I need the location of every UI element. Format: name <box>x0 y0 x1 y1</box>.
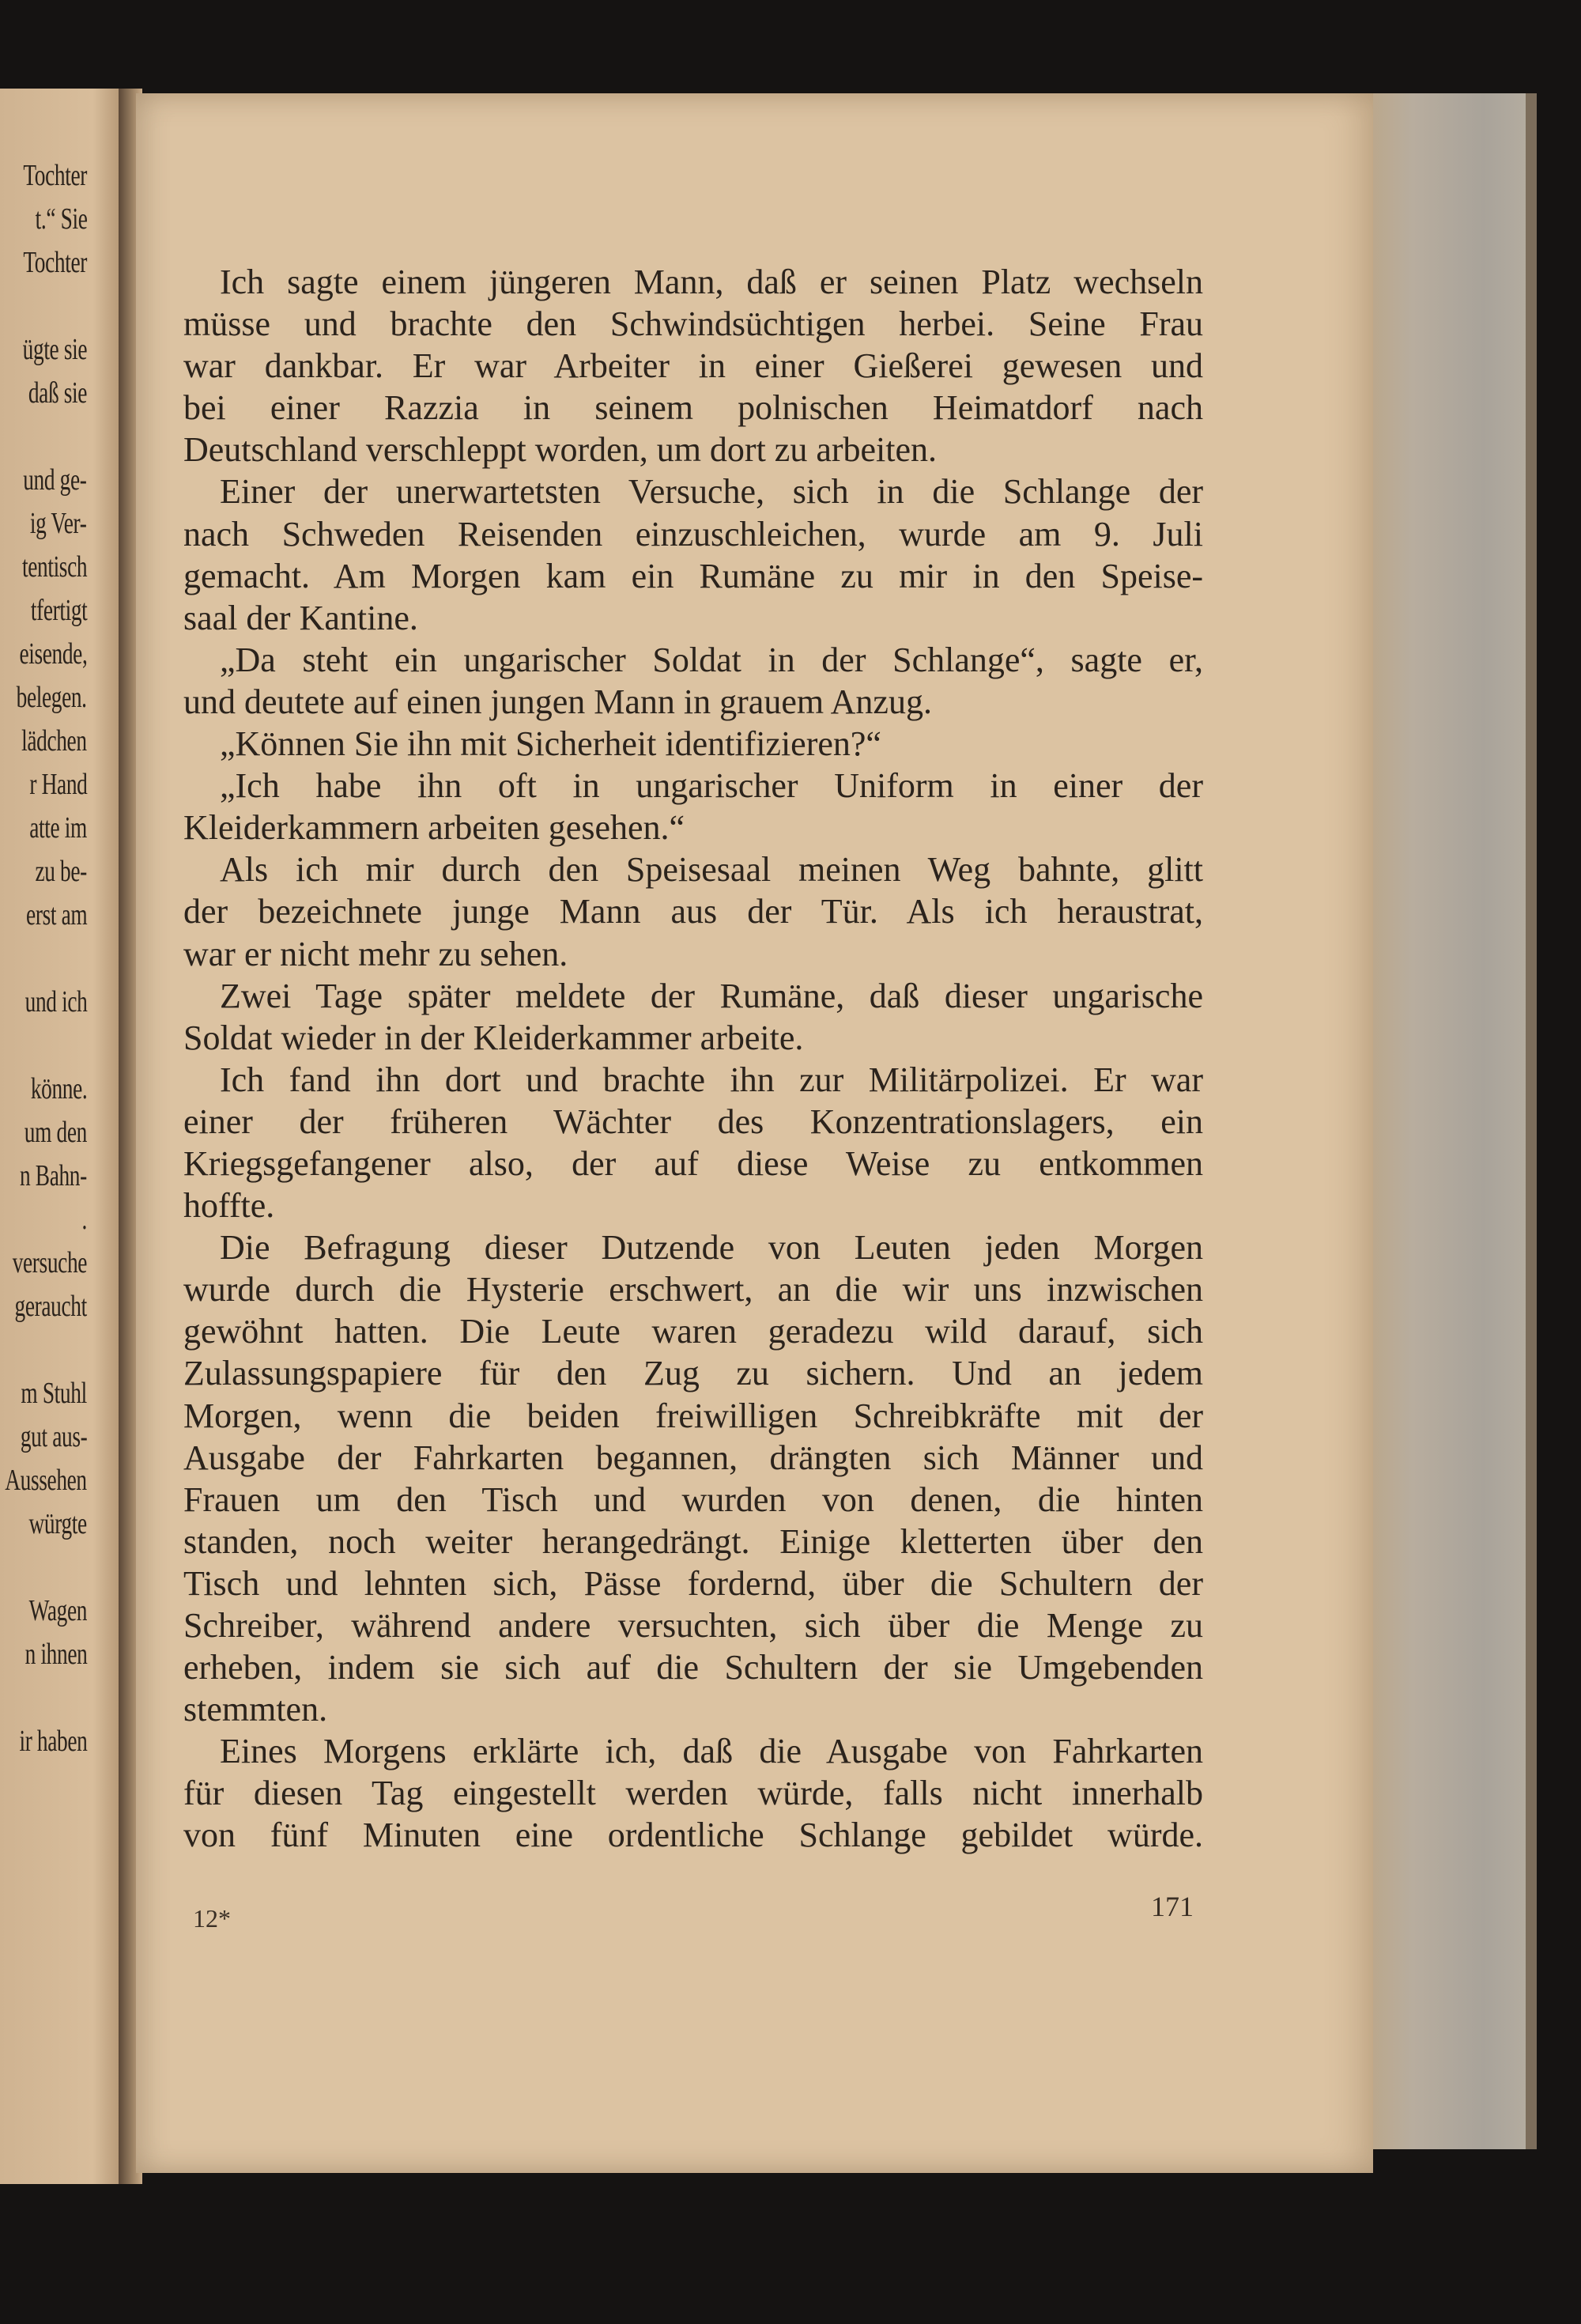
left-page-line: um den <box>24 1116 87 1149</box>
text-line: Zulassungspapiere für den Zug zu sichern. Und an jedem <box>183 1354 1203 1393</box>
left-page-line: geraucht <box>14 1290 87 1323</box>
left-page-line: tentisch <box>21 550 87 584</box>
left-facing-page <box>0 89 133 2184</box>
text-line: hoffte. <box>183 1186 275 1226</box>
left-page-line: belegen. <box>16 681 87 714</box>
text-line: stemmten. <box>183 1690 328 1729</box>
text-line: Die Befragung dieser Dutzende von Leuten jeden Morgen <box>220 1228 1203 1268</box>
left-page-line: r Hand <box>28 768 87 801</box>
left-page-line: tfertigt <box>30 594 87 627</box>
text-line: Ich sagte einem jüngeren Mann, daß er seinen Platz wechseln <box>220 263 1203 301</box>
left-page-line: Tochter <box>23 246 87 279</box>
left-page-line: würgte <box>28 1507 87 1540</box>
text-line: und deutete auf einen jungen Mann in grauem Anzug. <box>183 682 932 721</box>
left-page-line: zu be- <box>35 855 87 888</box>
text-line: der bezeichnete junge Mann aus der Tür. Als ich heraustrat, <box>183 892 1203 931</box>
text-line: für diesen Tag eingestellt werden würde, falls nicht innerhalb <box>183 1774 1203 1813</box>
text-line: war dankbar. Er war Arbeiter in einer Gießerei gewesen und <box>183 346 1203 386</box>
text-line: Schreiber, während andere versuchten, sich über die Menge zu <box>183 1606 1203 1645</box>
text-line: von fünf Minuten eine ordentliche Schlange gebildet würde. <box>183 1816 1203 1855</box>
text-line: „Können Sie ihn mit Sicherheit identifizieren?“ <box>220 724 881 764</box>
left-page-line: und ge- <box>23 463 87 497</box>
text-line: gewöhnt hatten. Die Leute waren geradezu wild darauf, sich <box>183 1312 1203 1351</box>
text-line: „Da steht ein ungarischer Soldat in der Schlange“, sagte er, <box>220 640 1203 679</box>
left-page-line: ig Ver- <box>30 507 87 540</box>
text-line: wurde durch die Hysterie erschwert, an die wir uns inzwischen <box>183 1270 1203 1309</box>
left-page-line: atte im <box>29 811 87 845</box>
left-page-line: erst am <box>25 898 87 931</box>
text-line: Kriegsgefangener also, der auf diese Weise zu entkommen <box>183 1143 1203 1183</box>
left-page-line: m Stuhl <box>21 1377 87 1410</box>
text-line: Zwei Tage später meldete der Rumäne, daß dieser ungarische <box>220 976 1203 1015</box>
left-page-line: ir haben <box>18 1725 87 1758</box>
text-line: erheben, indem sie sich auf die Schultern der sie Umgebenden <box>183 1648 1203 1687</box>
cover-edge <box>1526 93 1537 2149</box>
text-line: standen, noch weiter herangedrängt. Einige kletterten über den <box>183 1521 1203 1561</box>
text-line: saal der Kantine. <box>183 598 418 637</box>
page-stack-edge <box>1373 93 1531 2149</box>
text-line: Kleiderkammern arbeiten gesehen.“ <box>183 808 685 848</box>
page-body-text <box>183 261 1203 1857</box>
text-line: müsse und brachte den Schwindsüchtigen herbei. Seine Frau <box>183 304 1203 344</box>
text-line: Eines Morgens erklärte ich, daß die Ausgabe von Fahrkarten <box>220 1732 1203 1771</box>
left-page-line: . <box>81 1203 87 1236</box>
left-page-line: n ihnen <box>25 1638 87 1671</box>
text-line: Ich fand ihn dort und brachte ihn zur Militärpolizei. Er war <box>220 1060 1203 1099</box>
left-page-line: ügte sie <box>22 333 87 366</box>
left-page-line: n Bahn- <box>20 1159 87 1192</box>
text-line: Einer der unerwartetsten Versuche, sich in die Schlange der <box>220 472 1203 512</box>
text-line: bei einer Razzia in seinem polnischen Heimatdorf nach <box>183 388 1203 428</box>
left-page-line: Tochter <box>23 159 87 192</box>
page-number: 171 <box>1151 1891 1194 1922</box>
left-page-line: könne. <box>30 1072 87 1105</box>
text-line: Soldat wieder in der Kleiderkammer arbeite. <box>183 1018 804 1057</box>
left-page-line: versuche <box>12 1246 87 1279</box>
left-page-line: eisende, <box>18 637 87 671</box>
left-page-line: und ich <box>25 985 87 1018</box>
left-page-line: lädchen <box>21 724 87 758</box>
text-line: Morgen, wenn die beiden freiwilligen Schreibkräfte mit der <box>183 1396 1203 1435</box>
text-line: Als ich mir durch den Speisesaal meinen Weg bahnte, glitt <box>220 850 1203 890</box>
left-page-line: Aussehen <box>5 1464 87 1497</box>
text-line: Ausgabe der Fahrkarten begannen, drängten sich Männer und <box>183 1438 1203 1477</box>
text-line: „Ich habe ihn oft in ungarischer Uniform in einer der <box>220 766 1203 806</box>
text-line: nach Schweden Reisenden einzuschleichen, wurde am 9. Juli <box>183 514 1203 554</box>
text-line: war er nicht mehr zu sehen. <box>183 934 568 973</box>
left-page-line: Wagen <box>28 1594 87 1627</box>
text-line: Tisch und lehnten sich, Pässe fordernd, über die Schultern der <box>183 1563 1203 1603</box>
text-line: Deutschland verschleppt worden, um dort zu arbeiten. <box>183 430 938 470</box>
left-page-line: gut aus- <box>20 1420 87 1453</box>
left-page-line: t.“ Sie <box>35 202 87 236</box>
text-line: gemacht. Am Morgen kam ein Rumäne zu mir in den Speise- <box>183 556 1203 595</box>
text-line: einer der früheren Wächter des Konzentrationslagers, ein <box>183 1102 1203 1141</box>
left-page-text <box>0 89 126 2184</box>
text-line: Frauen um den Tisch und wurden von denen, die hinten <box>183 1479 1203 1519</box>
left-page-line: daß sie <box>28 376 87 410</box>
signature-mark: 12* <box>193 1904 231 1933</box>
